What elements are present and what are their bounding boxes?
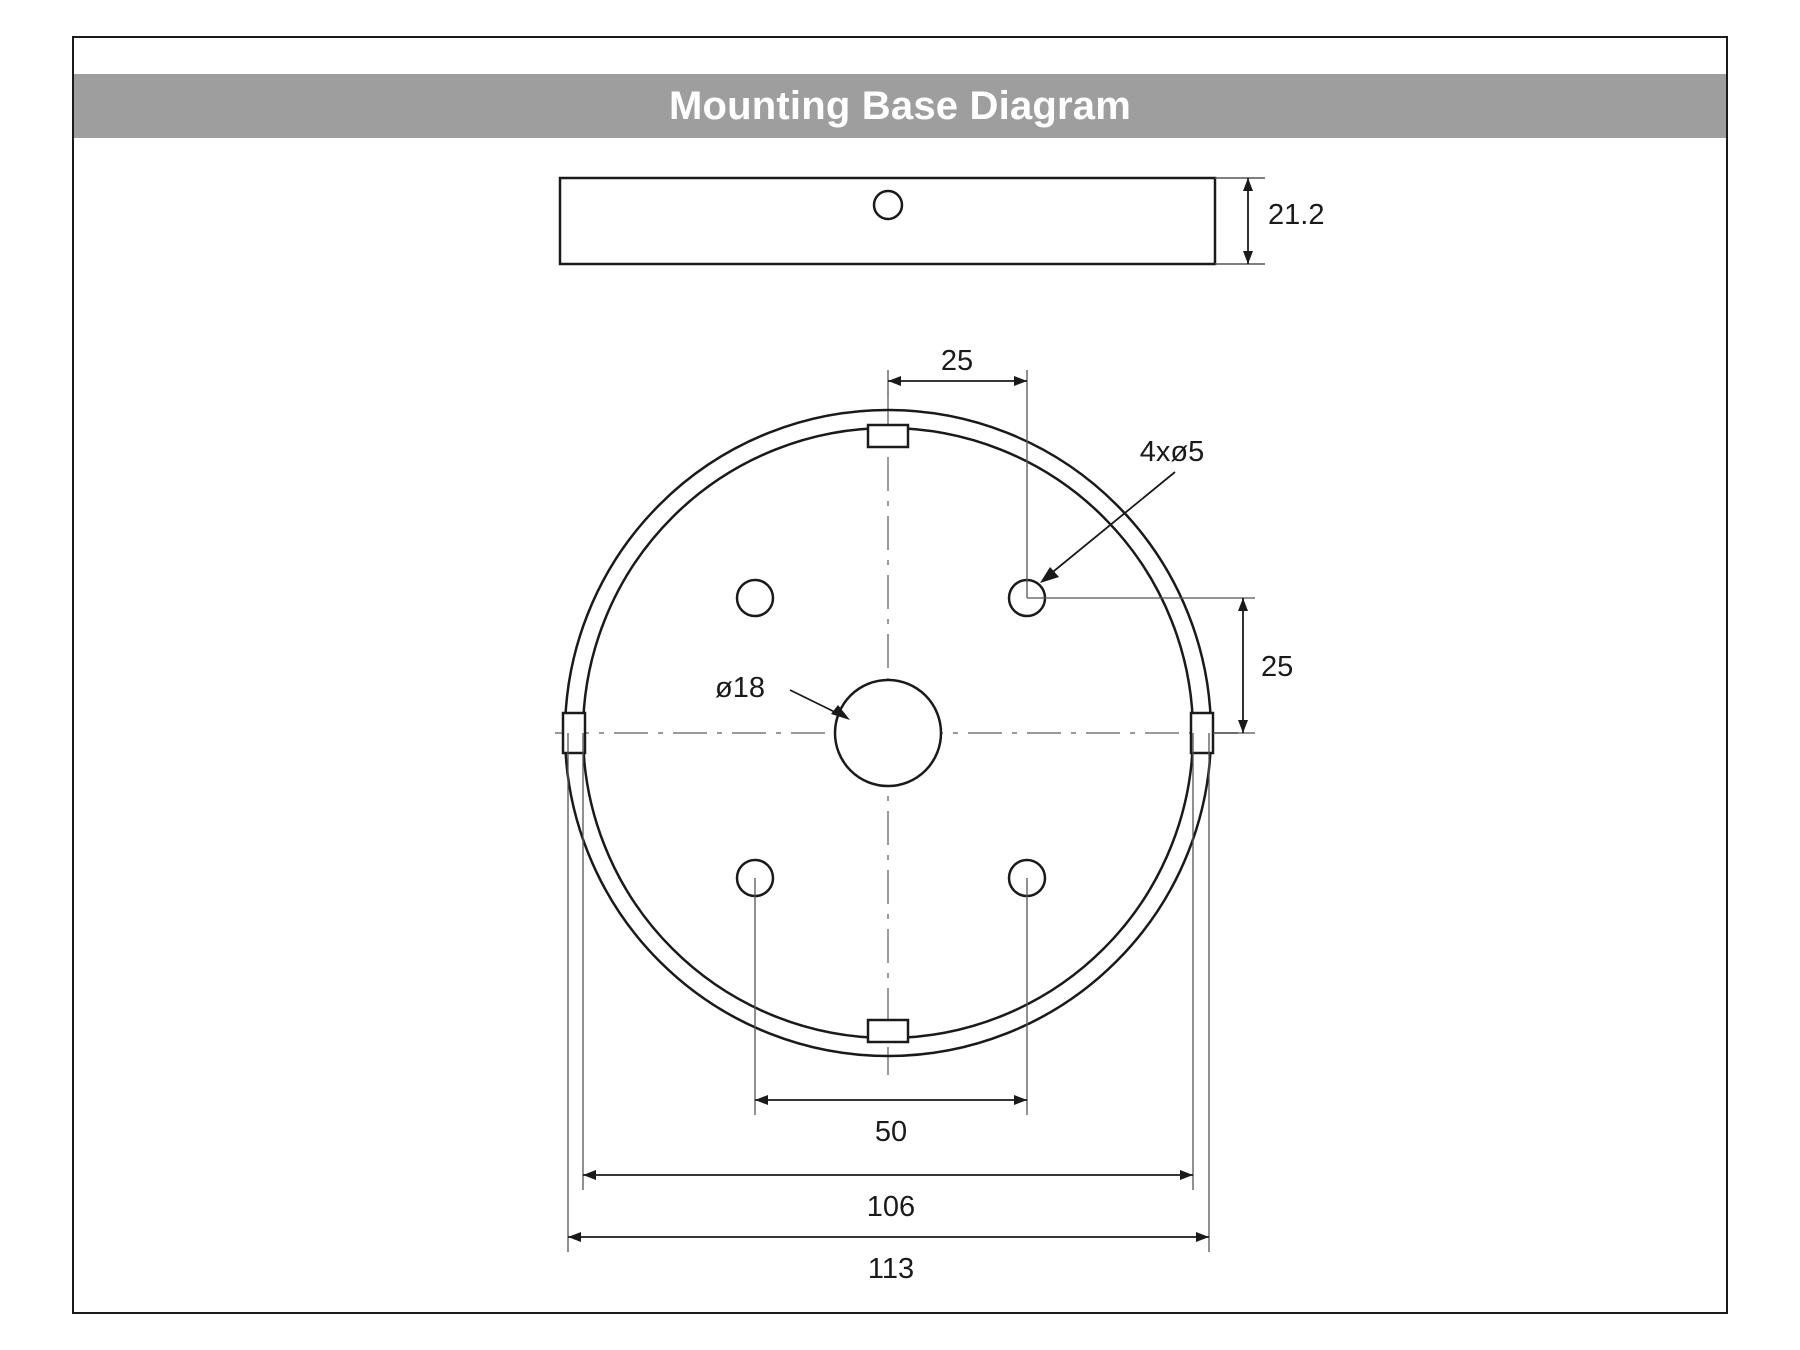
dim106-arrow-left — [583, 1170, 596, 1180]
dim-outer-diameter-text: 113 — [867, 1253, 915, 1285]
dim25top-arrow-left — [888, 376, 901, 386]
dim106-arrow-right — [1180, 1170, 1193, 1180]
center-hole-label: ø18 — [715, 672, 765, 704]
side-profile-view — [560, 178, 1324, 264]
tab-top — [868, 425, 908, 447]
dim-hole-pattern-text: 50 — [874, 1116, 908, 1148]
center-hole — [835, 680, 941, 786]
dim113-arrow-right — [1196, 1232, 1209, 1242]
thickness-arrow-bottom — [1243, 251, 1253, 264]
dim-inner-diameter-text: 106 — [866, 1191, 916, 1223]
tab-bottom — [868, 1020, 908, 1042]
dim50-arrow-left — [755, 1095, 768, 1105]
page-title: Mounting Base Diagram — [668, 83, 1132, 128]
side-profile-center-hole — [874, 191, 902, 219]
mounting-holes-label: 4xø5 — [1139, 436, 1205, 468]
thickness-arrow-top — [1243, 178, 1253, 191]
dim113-arrow-left — [568, 1232, 581, 1242]
dim25top-arrow-right — [1014, 376, 1027, 386]
top-plan-view — [555, 345, 1293, 1285]
mounting-hole-top-left — [737, 580, 773, 616]
dim50-arrow-right — [1014, 1095, 1027, 1105]
thickness-dim-text: 21.2 — [1268, 199, 1325, 231]
dim-side-hole-offset-text: 25 — [1261, 651, 1294, 683]
dim25right-arrow-bottom — [1238, 720, 1248, 733]
dim25right-arrow-top — [1238, 598, 1248, 611]
tab-left — [563, 713, 585, 753]
mounting-holes-leader-line — [1043, 472, 1175, 580]
tab-right — [1191, 713, 1213, 753]
dim-top-hole-offset-text: 25 — [940, 345, 974, 377]
